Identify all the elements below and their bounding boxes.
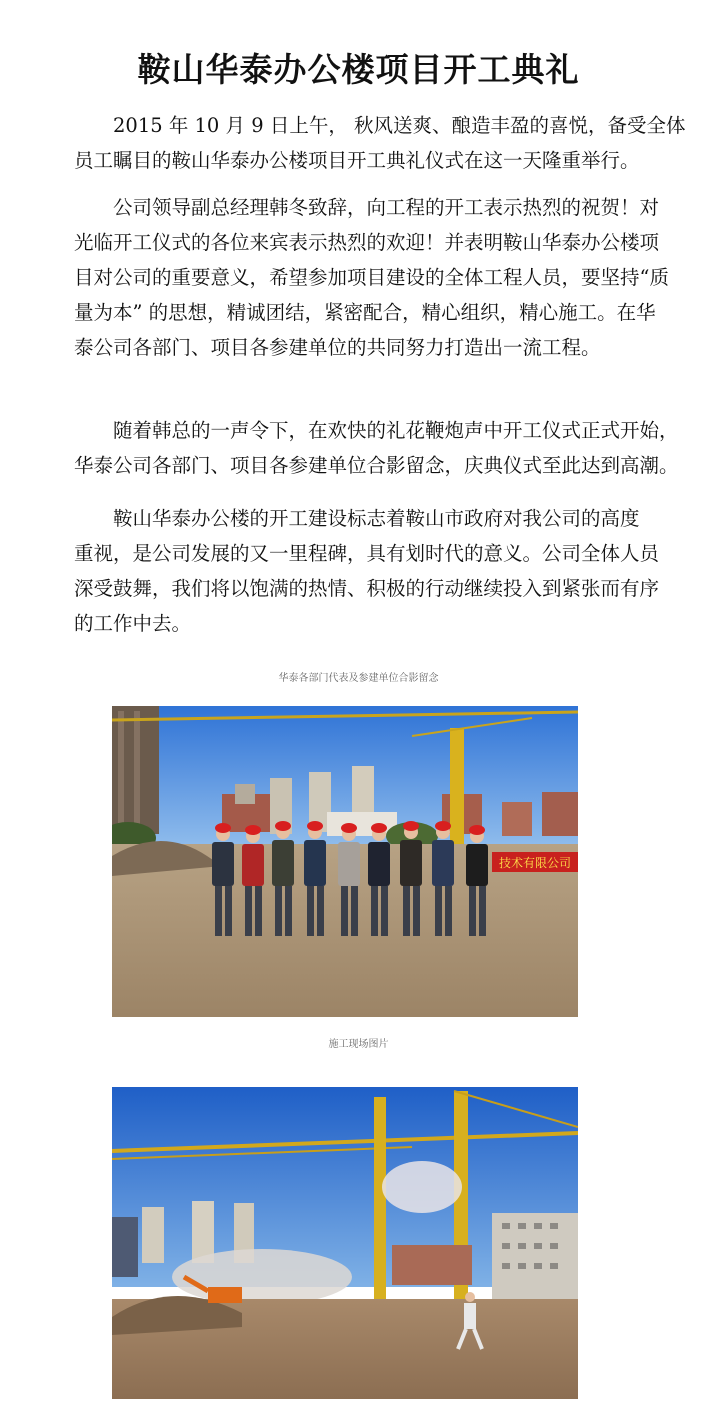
paragraph-line: 光临开工仪式的各位来宾表示热烈的欢迎！并表明鞍山华泰办公楼项	[74, 231, 660, 254]
paragraph-line: 公司领导副总经理韩冬致辞，向工程的开工表示热烈的祝贺！对	[113, 196, 660, 219]
paragraph-line: 量为本” 的思想，精诚团结，紧密配合，精心组织，精心施工。在华	[74, 301, 656, 324]
paragraph-line: 的工作中去。	[74, 612, 192, 635]
paragraph-2	[74, 190, 669, 365]
paragraph-line: 华泰公司各部门、项目各参建单位合影留念，庆典仪式至此达到高潮。	[74, 454, 679, 477]
paragraph-line: 泰公司各部门、项目各参建单位的共同努力打造出一流工程。	[74, 336, 601, 359]
paragraph-line: 深受鼓舞，我们将以饱满的热情、积极的行动继续投入到紧张而有序	[74, 577, 660, 600]
paragraph-line: 目对公司的重要意义，希望参加项目建设的全体工程人员，要坚持“质	[74, 266, 669, 289]
group-photo-image	[112, 706, 578, 1017]
paragraph-line: 员工瞩目的鞍山华泰办公楼项目开工典礼仪式在这一天隆重举行。	[74, 149, 640, 172]
site-photo	[112, 1087, 578, 1399]
group-photo	[112, 706, 578, 1017]
site-photo-caption: 施工现场图片	[328, 1039, 389, 1050]
paragraph-line: 随着韩总的一声令下，在欢快的礼花鞭炮声中开工仪式正式开始，	[113, 419, 679, 442]
group-photo-banner: 技术有限公司	[498, 856, 572, 870]
paragraph-3	[74, 413, 679, 483]
paragraph-line: 鞍山华泰办公楼的开工建设标志着鞍山市政府对我公司的高度	[113, 507, 640, 530]
page-title: 鞍山华泰办公楼项目开工典礼	[137, 50, 580, 89]
paragraph-line: 2015 年 10 月 9 日上午， 秋风送爽、酿造丰盈的喜悦，备受全体	[113, 114, 686, 137]
site-photo-image	[112, 1087, 578, 1399]
paragraph-line: 重视，是公司发展的又一里程碑，具有划时代的意义。公司全体人员	[74, 542, 660, 565]
group-photo-caption: 华泰各部门代表及参建单位合影留念	[278, 673, 439, 684]
paragraph-1	[74, 108, 686, 178]
paragraph-4	[74, 501, 664, 641]
